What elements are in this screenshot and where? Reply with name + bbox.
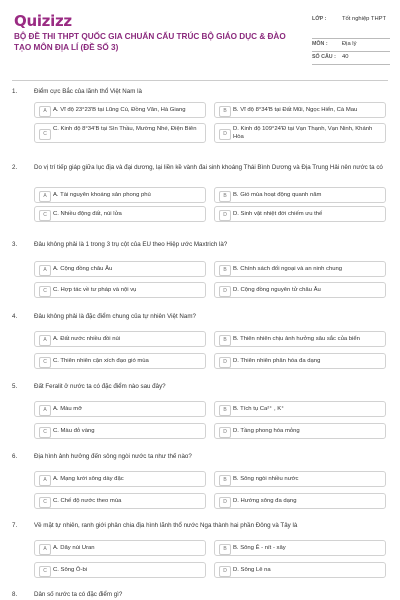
- count-label: SỐ CÂU :: [312, 54, 336, 60]
- option-text: B. Sông ngòi nhiều nước: [233, 476, 299, 482]
- question-text: Đâu không phải là đặc điểm chung của tự nhiên Việt Nam?: [34, 313, 196, 320]
- question-number: 1.: [12, 88, 18, 95]
- option-letter: B: [219, 265, 231, 276]
- option-letter: D: [219, 129, 231, 140]
- question-text: Địa hình ảnh hưởng đến sông ngòi nước ta như thế nào?: [34, 453, 192, 460]
- option-c[interactable]: [34, 562, 206, 578]
- meta-class-row: [312, 14, 390, 39]
- option-d[interactable]: [214, 206, 386, 222]
- option-text: D. Sông Lê na: [233, 567, 271, 573]
- option-text: A. Mạng lưới sông dày đặc: [53, 476, 124, 482]
- option-letter: D: [219, 566, 231, 577]
- question-number: 6.: [12, 453, 18, 460]
- option-d[interactable]: [214, 123, 386, 143]
- option-text: A. Đất nước nhiều đồi núi: [53, 336, 121, 342]
- option-letter: B: [219, 475, 231, 486]
- option-text: C. Thiên nhiên cận xích đạo gió mùa: [53, 358, 149, 364]
- question-text: Dân số nước ta có đặc điểm gì?: [34, 591, 123, 598]
- option-letter: C: [39, 210, 51, 221]
- option-text: A. Tài nguyên khoáng sản phong phú: [53, 192, 151, 198]
- option-b[interactable]: [214, 471, 386, 487]
- option-text: A. Dãy núi Uran: [53, 545, 95, 551]
- option-text: D. Sinh vật nhiệt đới chiếm ưu thế: [233, 211, 323, 217]
- option-c[interactable]: [34, 123, 206, 143]
- option-letter: A: [39, 544, 51, 555]
- option-letter: D: [219, 497, 231, 508]
- option-b[interactable]: [214, 102, 386, 118]
- option-letter: A: [39, 191, 51, 202]
- question-number: 4.: [12, 313, 18, 320]
- option-a[interactable]: [34, 540, 206, 556]
- question-number: 3.: [12, 241, 18, 248]
- question-number: 7.: [12, 522, 18, 529]
- option-text: B. Thiên nhiên chịu ảnh hưởng sâu sắc của biển: [233, 336, 360, 342]
- option-d[interactable]: [214, 562, 386, 578]
- question-text: Điểm cực Bắc của lãnh thổ Việt Nam là: [34, 88, 142, 95]
- option-c[interactable]: [34, 353, 206, 369]
- option-a[interactable]: [34, 261, 206, 277]
- header-divider: [12, 80, 388, 81]
- option-text: B. Gió mùa hoạt động quanh năm: [233, 192, 322, 198]
- option-letter: B: [219, 191, 231, 202]
- option-text: B. Tích tụ Ca²⁺ , K⁺: [233, 406, 285, 412]
- option-a[interactable]: [34, 102, 206, 118]
- option-text: D. Cộng đồng nguyên tử châu Âu: [233, 287, 321, 293]
- option-a[interactable]: [34, 471, 206, 487]
- option-d[interactable]: [214, 282, 386, 298]
- option-text: C. Hợp tác về tư pháp và nội vụ: [53, 287, 137, 293]
- class-label: LỚP :: [312, 16, 327, 22]
- option-letter: C: [39, 129, 51, 140]
- question-text: Do vị trí tiếp giáp giữa lục địa và đại dương, lại liền kề vành đai sinh khoáng Thái Bình Dương và Địa Trung Hải nên nước ta có: [34, 164, 383, 171]
- meta-subject-row: [312, 39, 390, 52]
- option-a[interactable]: [34, 187, 206, 203]
- option-letter: A: [39, 475, 51, 486]
- option-letter: D: [219, 357, 231, 368]
- option-letter: A: [39, 265, 51, 276]
- subject-label: MÔN :: [312, 41, 328, 47]
- option-c[interactable]: [34, 282, 206, 298]
- option-d[interactable]: [214, 353, 386, 369]
- count-value: 40: [342, 54, 349, 60]
- option-letter: C: [39, 357, 51, 368]
- option-letter: B: [219, 335, 231, 346]
- option-letter: B: [219, 405, 231, 416]
- option-letter: A: [39, 106, 51, 117]
- option-letter: D: [219, 210, 231, 221]
- quizizz-logo: Quizizz: [14, 12, 72, 30]
- option-text: C. Màu đỏ vàng: [53, 428, 95, 434]
- option-a[interactable]: [34, 401, 206, 417]
- option-text: A. Cộng đồng châu Âu: [53, 266, 113, 272]
- question-text: Về mặt tự nhiên, ranh giới phân chia địa hình lãnh thổ nước Nga thành hai phần Đông và Tây là: [34, 522, 298, 529]
- option-text: C. Nhiều động đất, núi lửa: [53, 211, 122, 217]
- class-value: Tốt nghiệp THPT: [342, 16, 387, 22]
- option-text: C. Chế độ nước theo mùa: [53, 498, 122, 504]
- option-b[interactable]: [214, 261, 386, 277]
- option-text: D. Hướng sông đa dạng: [233, 498, 297, 504]
- question-number: 5.: [12, 383, 18, 390]
- document-title: BỘ ĐỀ THI THPT QUỐC GIA CHUẨN CẤU TRÚC BỘ GIÁO DỤC & ĐÀO TẠO MÔN ĐỊA LÍ (ĐỀ SỐ 3): [14, 32, 286, 52]
- option-d[interactable]: [214, 423, 386, 439]
- option-text: D. Tầng phong hóa mỏng: [233, 428, 300, 434]
- option-letter: B: [219, 106, 231, 117]
- option-c[interactable]: [34, 206, 206, 222]
- option-b[interactable]: [214, 401, 386, 417]
- question-text: Đất Feralit ở nước ta có đặc điểm nào sau đây?: [34, 383, 166, 390]
- option-letter: B: [219, 544, 231, 555]
- option-letter: C: [39, 497, 51, 508]
- option-b[interactable]: [214, 540, 386, 556]
- option-text: D. Thiên nhiên phân hóa đa dạng: [233, 358, 321, 364]
- option-letter: C: [39, 566, 51, 577]
- option-text: C. Kinh độ 8°34'B tại Sìn Thầu, Mường Nhé, Điện Biên: [53, 126, 197, 132]
- option-text: A. Vĩ độ 23°23'B tại Lũng Cú, Đồng Văn, Hà Giang: [53, 107, 186, 113]
- option-letter: C: [39, 427, 51, 438]
- question-number: 8.: [12, 591, 18, 598]
- option-b[interactable]: [214, 331, 386, 347]
- worksheet-meta: [312, 14, 390, 65]
- option-letter: A: [39, 335, 51, 346]
- option-text: B. Chính sách đối ngoại và an ninh chung: [233, 266, 343, 272]
- option-letter: D: [219, 286, 231, 297]
- subject-value: Địa lý: [342, 41, 357, 47]
- option-letter: A: [39, 405, 51, 416]
- option-letter: C: [39, 286, 51, 297]
- question-text: Đâu không phải là 1 trong 3 trụ cột của EU theo Hiệp ước Maxtrich là?: [34, 241, 228, 248]
- option-letter: D: [219, 427, 231, 438]
- option-text: D. Kinh độ 109°24'Đ tại Vạn Thạnh, Vạn Ninh, Khánh Hòa: [233, 126, 373, 140]
- option-c[interactable]: [34, 493, 206, 509]
- option-text: A. Màu mỡ: [53, 406, 83, 412]
- option-text: B. Sông Ê - nít - xây: [233, 545, 286, 551]
- option-c[interactable]: [34, 423, 206, 439]
- option-text: B. Vĩ độ 8°34'B tại Đất Mũi, Ngọc Hiển, Cà Mau: [233, 107, 358, 113]
- option-d[interactable]: [214, 493, 386, 509]
- option-b[interactable]: [214, 187, 386, 203]
- meta-count-row: [312, 52, 390, 65]
- option-text: C. Sông Ô-bi: [53, 567, 88, 573]
- option-a[interactable]: [34, 331, 206, 347]
- question-number: 2.: [12, 164, 18, 171]
